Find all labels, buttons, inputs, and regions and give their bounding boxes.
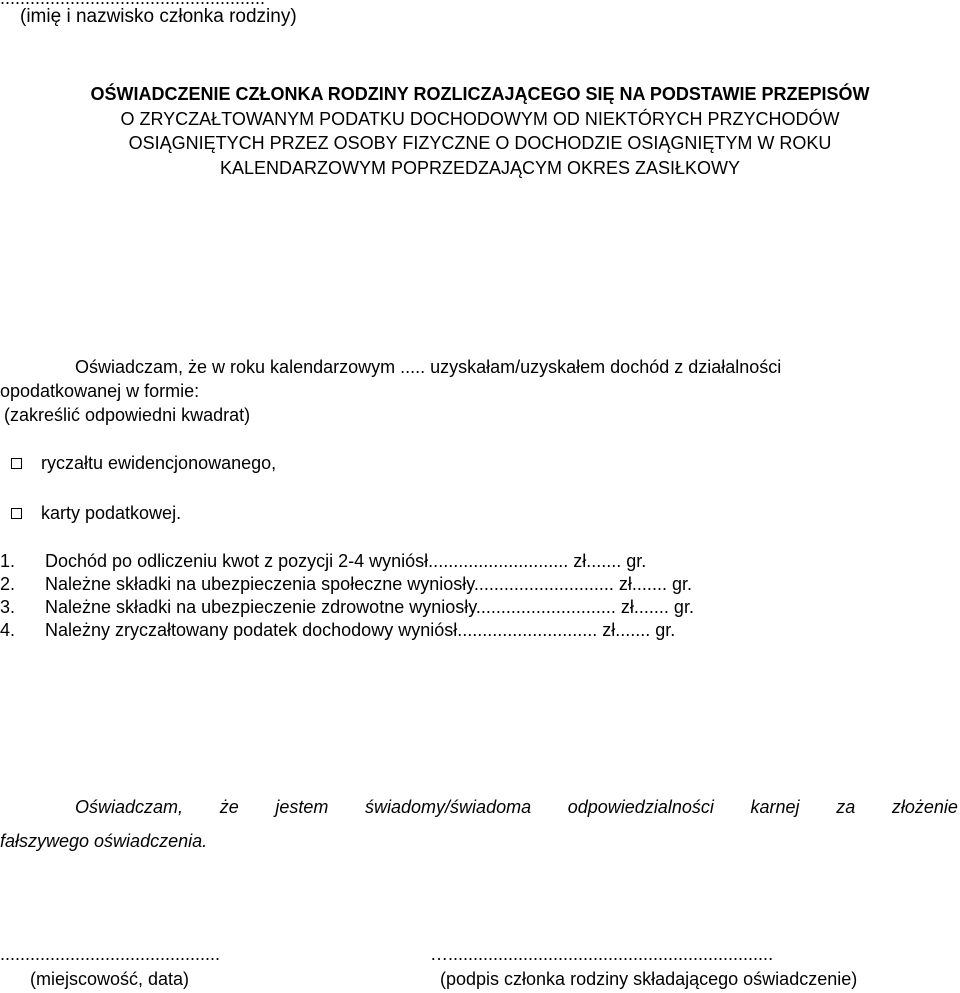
declaration-word: za [836,797,856,817]
item-text: Należny zryczałtowany podatek dochodowy wyniósł............................ zł....... gr. [45,620,676,640]
declaration-line-2: fałszywego oświadczenia. [0,831,208,851]
item-number: 3. [0,597,16,617]
item-text: Dochód po odliczeniu kwot z pozycji 2-4 wyniósł............................ zł....... gr. [45,551,647,571]
list-item [0,596,694,619]
name-label: (imię i nazwisko członka rodziny) [20,6,297,27]
declaration [0,797,960,852]
checkbox-ryczalt[interactable] [11,458,22,469]
place-date-dots: ............................................ [0,944,221,964]
item-text: Należne składki na ubezpieczenia społeczne wyniosły............................ zł....... gr. [45,574,692,594]
income-items-list [0,550,694,642]
signature-label: (podpis członka rodziny składającego oświadczenie) [440,969,858,989]
item-number: 4. [0,620,16,640]
declaration-word: że [219,797,239,817]
place-date-label: (miejscowość, data) [30,969,190,989]
list-item [0,550,694,573]
list-item [0,619,694,642]
title-line-4: KALENDARZOWYM POPRZEDZAJĄCYM OKRES ZASIŁKOWY [219,157,741,178]
declaration-word: karnej [750,797,800,817]
declaration-word: Oświadczam, [75,797,184,817]
option-karta [0,503,181,524]
option-karta-label: karty podatkowej. [41,503,182,523]
statement-instruction: (zakreślić odpowiedni kwadrat) [4,405,251,425]
title-line-3: OSIĄGNIĘTYCH PRZEZ OSOBY FIZYCZNE O DOCHODZIE OSIĄGNIĘTYM W ROKU [128,133,832,153]
option-ryczalt-label: ryczałtu ewidencjonowanego, [41,453,277,473]
declaration-word: świadomy/świadoma [365,797,532,817]
declaration-line-1 [0,797,960,818]
title-line-2: O ZRYCZAŁTOWANYM PODATKU DOCHODOWYM OD NIEKTÓRYCH PRZYCHODÓW [120,108,840,129]
item-number: 1. [0,551,16,571]
declaration-word: odpowiedzialności [567,797,714,817]
item-number: 2. [0,574,16,594]
signature-dots: …................................................................. [430,944,774,964]
item-text: Należne składki na ubezpieczenie zdrowotne wyniosły............................ zł....... gr. [45,597,694,617]
list-item [0,573,694,596]
title-line-1: OŚWIADCZENIE CZŁONKA RODZINY ROZLICZAJĄCEGO SIĘ NA PODSTAWIE PRZEPISÓW [90,84,870,104]
statement-line-2: opodatkowanej w formie: [0,381,200,401]
option-ryczalt [0,453,276,474]
declaration-word: złożenie [891,797,958,817]
statement-line-1: Oświadczam, że w roku kalendarzowym ..... uzyskałam/uzyskałem dochód z działalności [75,357,782,377]
document-title [0,82,960,180]
declaration-word: jestem [275,797,329,817]
checkbox-karta[interactable] [11,508,22,519]
